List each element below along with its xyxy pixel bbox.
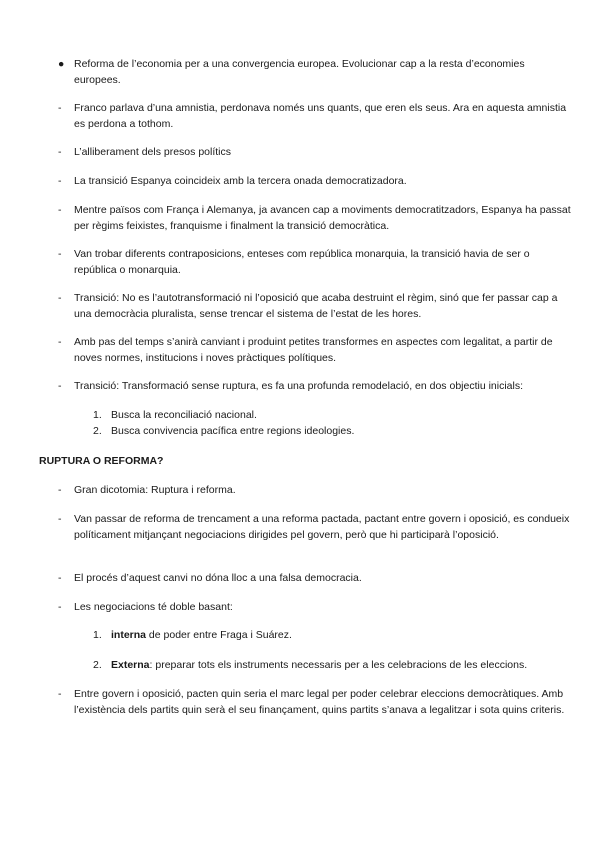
numbered-item: [111, 628, 581, 644]
dash-marker: -: [58, 175, 62, 187]
number-marker: 2.: [93, 659, 102, 671]
list-item: El procés d’aquest canvi no dóna lloc a una falsa democracia.: [74, 572, 362, 584]
list-item: Transició: Transformació sense ruptura, es fa una profunda remodelació, en dos objectiu inicials:: [74, 380, 524, 392]
list-item: Les negociacions té doble basant:: [74, 601, 233, 613]
dash-marker: -: [58, 204, 62, 216]
numbered-item: Busca la reconciliació nacional.: [111, 409, 257, 421]
dash-marker: -: [58, 248, 62, 260]
bullet-marker: ●: [58, 58, 65, 70]
list-item: Entre govern i oposició, pacten quin seria el marc legal per poder celebrar eleccions democràtiques. Amb l’existència dels partits quin serà el seu finançament, quins partits s’anava a legalitzar i sota quins criteris.: [74, 688, 565, 716]
list-item: Franco parlava d’una amnistia, perdonava només uns quants, que eren els seus. Ara en aquesta amnistia es perdona a tothom.: [74, 102, 567, 130]
dash-marker: -: [58, 513, 62, 525]
list-item: Gran dicotomia: Ruptura i reforma.: [74, 484, 236, 496]
number-marker: 1.: [93, 409, 102, 421]
number-marker: 2.: [93, 425, 102, 437]
dash-marker: -: [58, 484, 62, 496]
list-item: Amb pas del temps s’anirà canviant i produint petites transformes en aspectes com legalitat, a partir de noves normes, institucions i noves pràctiques polítiques.: [74, 336, 553, 364]
section-heading: RUPTURA O REFORMA?: [39, 455, 164, 467]
list-item: Mentre països com França i Alemanya, ja avancen cap a moviments democratitzadors, Espanya ha passat per règims feixistes, franquisme i finalment la transició democràtica.: [74, 204, 571, 232]
dash-marker: -: [58, 102, 62, 114]
list-item: Van passar de reforma de trencament a una reforma pactada, pactant entre govern i oposició, es condueix políticament mitjançant negociacions dirigides pel govern, però que hi participarà l’oposició.: [74, 513, 570, 541]
dash-marker: -: [58, 336, 62, 348]
bold-term: Externa: [111, 659, 150, 671]
numbered-item: [111, 658, 581, 674]
list-item: Transició: No es l’autotransformació ni l’oposició que acaba destruint el règim, sinó que fer passar cap a una democràcia pluralista, sense trencar el sistema de l’estat de les hores.: [74, 292, 558, 320]
dash-marker: -: [58, 688, 62, 700]
list-item: Van trobar diferents contraposicions, enteses com república monarquia, la transició havia de ser o república o monarquia.: [74, 248, 530, 276]
item-text: de poder entre Fraga i Suárez.: [146, 629, 292, 641]
list-item: Reforma de l’economia per a una convergencia europea. Evolucionar cap a la resta d’economies europees.: [74, 58, 525, 86]
list-item: La transició Espanya coincideix amb la tercera onada democratizadora.: [74, 175, 407, 187]
number-marker: 1.: [93, 629, 102, 641]
dash-marker: -: [58, 146, 62, 158]
list-item: L’alliberament dels presos polítics: [74, 146, 231, 158]
bold-term: interna: [111, 629, 147, 641]
dash-marker: -: [58, 380, 62, 392]
dash-marker: -: [58, 601, 62, 613]
dash-marker: -: [58, 292, 62, 304]
item-text: : preparar tots els instruments necessaris per a les celebracions de les eleccions.: [149, 659, 528, 671]
dash-marker: -: [58, 572, 62, 584]
numbered-item: Busca convivencia pacífica entre regions ideologies.: [111, 425, 355, 437]
